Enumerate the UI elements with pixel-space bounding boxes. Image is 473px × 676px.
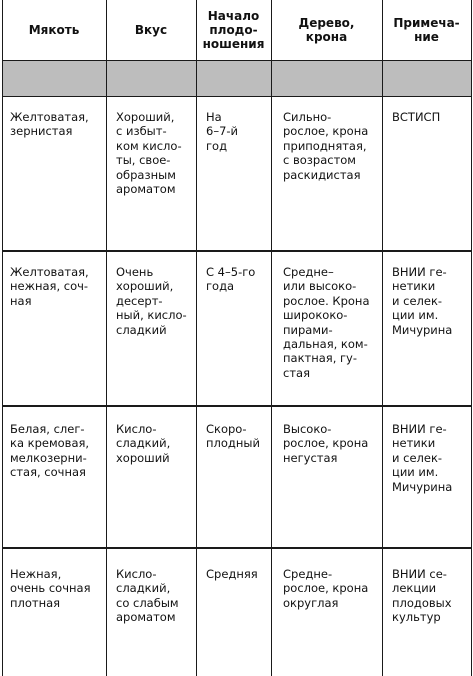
row-divider [2, 547, 472, 549]
cell-fruiting-start: На 6–7-й год [206, 110, 239, 153]
header-divider [2, 60, 472, 61]
column-divider [106, 0, 107, 676]
cell-tree-crown: Средне– или высоко- рослое. Крона ширококо- пирами- дальная, ком- пактная, гу- стая [283, 265, 370, 380]
column-divider [2, 0, 3, 676]
row-divider [2, 250, 472, 252]
cell-flesh: Нежная, очень сочная плотная [10, 567, 91, 610]
column-divider [382, 0, 383, 676]
cell-flesh: Желтоватая, нежная, соч- ная [10, 265, 89, 308]
cell-taste: Очень хороший, десерт- ный, кисло- сладкий [116, 265, 187, 337]
cell-fruiting-start: С 4–5-го года [206, 265, 256, 294]
cell-taste: Кисло- сладкий, со слабым ароматом [116, 567, 179, 625]
cell-flesh: Белая, слег- ка кремовая, мелкозерни- стая, сочная [10, 422, 90, 480]
cell-note: ВНИИ се- лекции плодовых культур [392, 567, 452, 625]
header-flesh: Мякоть [28, 23, 80, 37]
cell-note: ВНИИ ге- нетики и селек- ции им. Мичурина [392, 265, 453, 337]
column-divider [471, 0, 472, 676]
header-taste: Вкус [134, 23, 168, 37]
header-fruiting-start: Начало плодо- ношения [202, 9, 265, 51]
cell-fruiting-start: Средняя [206, 567, 258, 581]
row-divider [2, 405, 472, 407]
cell-taste: Хороший, с избыт- ком кисло- ты, свое- образным ароматом [116, 110, 182, 197]
cell-tree-crown: Средне- рослое, крона округлая [283, 567, 369, 610]
cell-note: ВНИИ ге- нетики и селек- ции им. Мичурина [392, 422, 453, 494]
section-band [2, 60, 472, 96]
cell-tree-crown: Высоко- рослое, крона негустая [283, 422, 369, 465]
band-divider [2, 96, 472, 97]
cell-tree-crown: Сильно- рослое, крона приподнятая, с возрастом раскидистая [283, 110, 369, 182]
header-note: Примеча- ние [393, 16, 460, 44]
header-tree-crown: Дерево, крона [298, 16, 355, 44]
column-divider [271, 0, 272, 676]
column-divider [196, 0, 197, 676]
cell-flesh: Желтоватая, зернистая [10, 110, 89, 139]
cell-taste: Кисло- сладкий, хороший [116, 422, 171, 465]
varieties-table [2, 0, 472, 676]
cell-fruiting-start: Скоро- плодный [206, 422, 260, 451]
cell-note: ВСТИСП [392, 110, 441, 124]
